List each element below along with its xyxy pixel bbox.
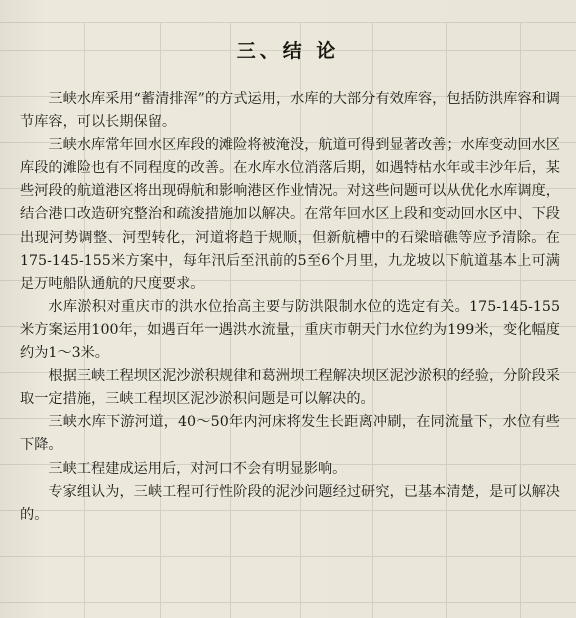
paragraph: 三峡水库采用“蓄清排浑”的方式运用，水库的大部分有效库容，包括防洪库容和调节库容，可以长期保留。 — [20, 91, 560, 131]
paragraph: 三峡工程建成运用后，对河口不会有明显影响。 — [48, 460, 347, 477]
paragraph: 水库淤积对重庆市的洪水位抬高主要与防洪限制水位的选定有关。175-145-155米方案运用100年，如遇百年一遇洪水流量，重庆市朝天门水位约为199米，变化幅度约为1～3米。 — [20, 298, 560, 362]
paragraph: 专家组认为，三峡工程可行性阶段的泥沙问题经过研究，已基本清楚，是可以解决的。 — [20, 483, 560, 523]
paragraph: 根据三峡工程坝区泥沙淤积规律和葛洲坝工程解决坝区泥沙淤积的经验，分阶段采取一定措施，三峡工程坝区泥沙淤积问题是可以解决的。 — [20, 368, 560, 408]
document-body — [20, 88, 560, 527]
paragraph: 三峡水库下游河道，40～50年内河床将发生长距离冲刷，在同流量下，水位有些下降。 — [20, 414, 560, 454]
section-title: 三、结 论 — [236, 40, 340, 62]
paragraph: 三峡水库常年回水区库段的滩险将被淹没，航道可得到显著改善；水库变动回水区库段的滩险也有不同程度的改善。在水库水位消落后期，如遇特枯水年或丰沙年后，某些河段的航道港区将出现碍航和影响港区作业情况。对这些问题可以从优化水库调度，结合港口改造研究整治和疏浚措施加以解决。在常年回水区上段和变动回水区中、下段出现河势调整、河型转化，河道将趋于规顺，但新航槽中的石梁暗礁等应予清除。在175-145-155米方案中，每年汛后至汛前的5至6个月里，九龙坡以下航道基本上可满足万吨船队通航的尺度要求。 — [20, 137, 560, 292]
